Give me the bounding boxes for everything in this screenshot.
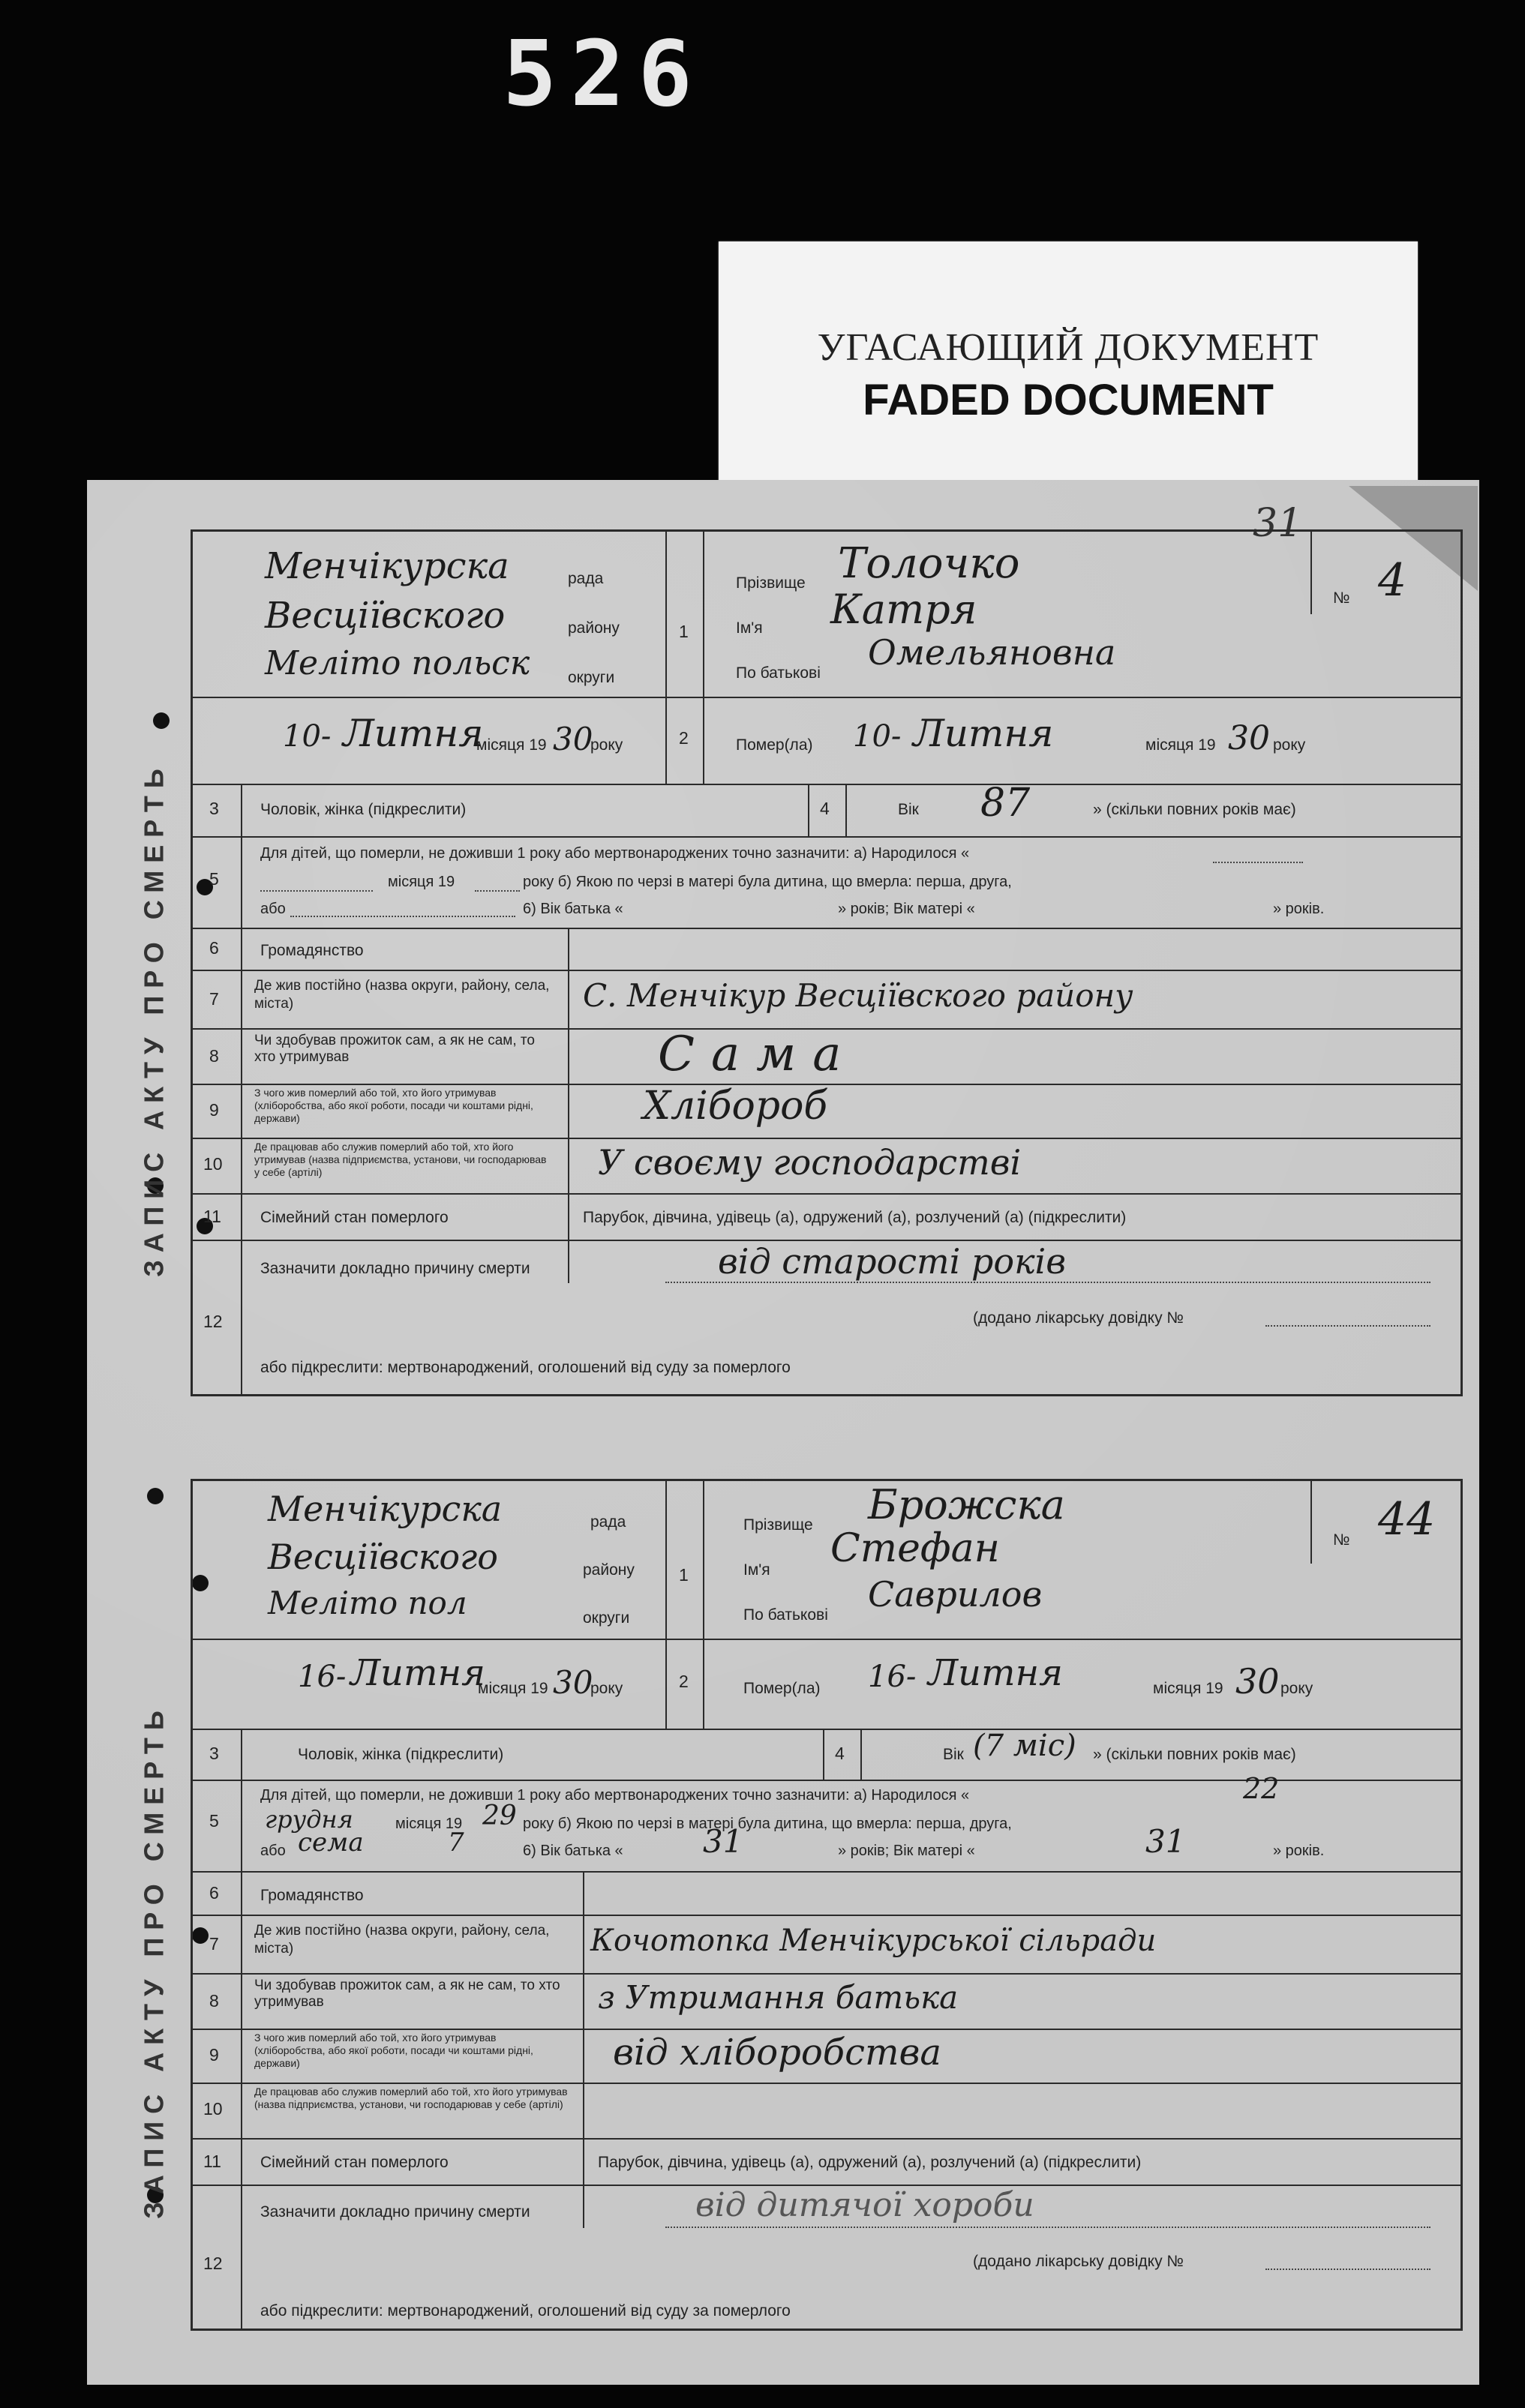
prozhytok-label: Чи здобував прожиток сам, а як не сам, то хто утримував bbox=[254, 1978, 560, 2010]
row-number: 6 bbox=[209, 1883, 219, 1903]
z-choho-label: З чого жив померлий або той, хто його утримував (хліборобства, або якої роботи, посади чи коштами рідні, держави) bbox=[254, 1087, 533, 1124]
number-label: № bbox=[1333, 1531, 1350, 1549]
simeinyi-label: Сімейний стан померлого bbox=[260, 1209, 449, 1226]
okruh-label: округи bbox=[568, 669, 615, 686]
misyatsia-label: місяця 19 bbox=[476, 736, 547, 754]
rayon-value: Весціївского bbox=[265, 595, 506, 637]
rada-value: Менчікурска bbox=[268, 1489, 503, 1529]
death-year: 30 bbox=[1235, 1661, 1280, 1702]
vik-label: Вік bbox=[943, 1746, 964, 1763]
rayon-label: району bbox=[583, 1561, 635, 1579]
age-value: (7 міс) bbox=[973, 1729, 1076, 1763]
children-line-1: Для дітей, що померли, не доживши 1 року або мертвонароджених точно зазначити: а) Народилося « bbox=[260, 845, 970, 862]
children-line-3d: » років. bbox=[1273, 901, 1325, 917]
dodano-label: (додано лікарську довідку № bbox=[973, 1309, 1184, 1327]
children-line-2b: року б) Якою по черзі в матері була дитина, що вмерла: перша, друга, bbox=[523, 1816, 1012, 1832]
row-number: 12 bbox=[203, 1312, 223, 1331]
row-number: 7 bbox=[209, 989, 219, 1009]
label-english: FADED DOCUMENT bbox=[863, 376, 1274, 424]
faded-document-label bbox=[719, 241, 1418, 481]
children-line-3c: » років; Вік матері « bbox=[838, 901, 975, 917]
okruh-value: Меліто пол bbox=[268, 1585, 467, 1621]
children-line-3b: 6) Вік батька « bbox=[523, 901, 623, 917]
row-number: 5 bbox=[209, 1811, 219, 1831]
simeinyi-label: Сімейний стан померлого bbox=[260, 2154, 449, 2171]
abo-label: або підкреслити: мертвонароджений, оголошений від суду за померлого bbox=[260, 2302, 791, 2320]
row-number: 3 bbox=[209, 1744, 219, 1763]
row-number: 3 bbox=[209, 799, 219, 818]
born-month: грудня bbox=[265, 1805, 353, 1834]
simeinyi-options: Парубок, дівчина, удівець (а), одружений (а), розлучений (а) (підкреслити) bbox=[598, 2154, 1142, 2171]
row-number: 8 bbox=[209, 1046, 219, 1066]
prizvyshche-label: Прізвище bbox=[736, 574, 806, 592]
death-month: Литня bbox=[913, 712, 1054, 755]
row-number: 1 bbox=[679, 622, 689, 641]
row-number: 7 bbox=[209, 1934, 219, 1954]
roku-label: року bbox=[590, 736, 623, 754]
row-number: 2 bbox=[679, 728, 689, 748]
rayon-value: Весціївского bbox=[268, 1537, 498, 1577]
misyatsia-label-2: місяця 19 bbox=[1153, 1680, 1223, 1697]
imya-label: Ім'я bbox=[743, 1561, 770, 1579]
name-value: Стефан bbox=[830, 1526, 1000, 1571]
z-choho-label: З чого жив померлий або той, хто його утримував (хліборобства, або якої роботи, посади чи коштами рідні, держави) bbox=[254, 2032, 533, 2069]
death-month: Литня bbox=[928, 1652, 1063, 1694]
children-line-2: місяця 19 bbox=[395, 1816, 463, 1832]
children-line-3b: 6) Вік батька « bbox=[523, 1843, 623, 1859]
roku-label-2: року bbox=[1280, 1680, 1313, 1697]
children-line-3: або bbox=[260, 1843, 286, 1859]
page-number: 31 bbox=[1253, 501, 1303, 546]
pomer-label: Помер(ла) bbox=[743, 1680, 821, 1697]
children-line-2: місяця 19 bbox=[388, 874, 455, 890]
punch-hole bbox=[147, 1488, 164, 1504]
row-number: 10 bbox=[203, 1154, 223, 1174]
simeinyi-options: Парубок, дівчина, удівець (а), одружений (а), розлучений (а) (підкреслити) bbox=[583, 1209, 1127, 1226]
record-number: 4 bbox=[1378, 554, 1407, 607]
cause-value: від старості років bbox=[718, 1241, 1067, 1282]
patronymic-value: Саврилов bbox=[868, 1574, 1043, 1615]
misyatsia-label-2: місяця 19 bbox=[1145, 736, 1216, 754]
death-day: 16- bbox=[868, 1660, 917, 1694]
abo-label: або підкреслити: мертвонароджений, оголошений від суду за померлого bbox=[260, 1359, 791, 1376]
date-month: Литня bbox=[343, 712, 484, 755]
row-number: 4 bbox=[820, 799, 830, 818]
roku-label: року bbox=[590, 1680, 623, 1697]
row-number: 5 bbox=[209, 869, 219, 889]
age-value: 87 bbox=[980, 781, 1031, 826]
stat-label: Чоловік, жінка (підкреслити) bbox=[298, 1746, 504, 1763]
born-year: 29 bbox=[482, 1801, 517, 1831]
prizvyshche-label: Прізвище bbox=[743, 1516, 813, 1534]
stat-label: Чоловік, жінка (підкреслити) bbox=[260, 801, 467, 818]
prychyna-label: Зазначити докладно причину смерти bbox=[260, 2203, 530, 2221]
po-batkovi-label: По батькові bbox=[743, 1606, 828, 1624]
cause-value: від дитячої хороби bbox=[695, 2186, 1034, 2224]
workplace-value: У своєму господарстві bbox=[598, 1142, 1022, 1183]
vik-suffix: » (скільки повних років має) bbox=[1093, 1746, 1296, 1763]
okruh-label: округи bbox=[583, 1609, 630, 1627]
hromadianstvo-label: Громадянство bbox=[260, 1887, 364, 1904]
record-number: 44 bbox=[1378, 1493, 1436, 1546]
misyatsia-label: місяця 19 bbox=[478, 1680, 548, 1697]
rada-label: рада bbox=[568, 570, 604, 587]
row-number: 2 bbox=[679, 1672, 689, 1691]
mother-age: 31 bbox=[1145, 1823, 1186, 1860]
de-pratsiuvav-label: Де працював або служив померлий або той, хто його утримував (назва підприємства, установи, чи господарював у себе (артілі) bbox=[254, 2086, 568, 2110]
death-day: 10- bbox=[853, 719, 902, 754]
form-title-vertical: ЗАПИС АКТУ ПРО СМЕРТЬ bbox=[139, 1703, 170, 2219]
death-record-2 bbox=[139, 1479, 1463, 2331]
prychyna-label: Зазначити докладно причину смерти bbox=[260, 1260, 530, 1277]
row-number: 1 bbox=[679, 1565, 689, 1585]
name-value: Катря bbox=[830, 586, 977, 633]
hromadianstvo-label: Громадянство bbox=[260, 942, 364, 959]
label-russian: УГАСАЮЩИЙ ДОКУМЕНТ bbox=[817, 326, 1319, 369]
row-number: 11 bbox=[203, 2152, 221, 2171]
de-pratsiuvav-label: Де працював або служив померлий або той, хто його утримував (назва підприємства, установи, чи господарював у себе (артілі) bbox=[254, 1141, 547, 1178]
children-line-2b: року б) Якою по черзі в матері була дитина, що вмерла: перша, друга, bbox=[523, 874, 1012, 890]
patronymic-value: Омельяновна bbox=[868, 632, 1116, 673]
surname-value: Толочко bbox=[838, 539, 1020, 588]
number-label: № bbox=[1333, 589, 1350, 607]
po-batkovi-label: По батькові bbox=[736, 664, 821, 682]
roku-label-2: року bbox=[1273, 736, 1306, 754]
row-number: 10 bbox=[203, 2099, 223, 2119]
father-age: 31 bbox=[703, 1823, 743, 1860]
occupation-value: від хліборобства bbox=[613, 2032, 942, 2074]
date-day: 16- bbox=[298, 1660, 347, 1694]
death-record-1 bbox=[139, 529, 1463, 1396]
children-line-3: або bbox=[260, 901, 286, 917]
row-number: 9 bbox=[209, 2045, 219, 2065]
frame-number: 526 bbox=[503, 22, 706, 127]
vik-suffix: » (скільки повних років має) bbox=[1093, 801, 1296, 818]
dodano-label: (додано лікарську довідку № bbox=[973, 2253, 1184, 2270]
livelihood-value: Сама bbox=[658, 1027, 858, 1082]
surname-value: Брожска bbox=[868, 1481, 1065, 1528]
row-number: 6 bbox=[209, 938, 219, 958]
children-line-1: Для дітей, що померли, не доживши 1 року або мертвонароджених точно зазначити: а) Народилося « bbox=[260, 1787, 970, 1804]
occupation-value: Хлібороб bbox=[643, 1084, 828, 1129]
children-line-3c: » років; Вік матері « bbox=[838, 1843, 975, 1859]
date-month: Литня bbox=[350, 1652, 485, 1694]
row-number: 11 bbox=[203, 1207, 221, 1226]
residence-value: Кочотопка Менчікурської сільради bbox=[590, 1924, 1157, 1958]
row-number: 4 bbox=[835, 1744, 845, 1763]
rayon-label: району bbox=[568, 619, 620, 637]
death-year: 30 bbox=[1228, 719, 1270, 757]
born-day: 22 bbox=[1243, 1772, 1280, 1805]
date-year: 30 bbox=[553, 721, 593, 757]
row-number: 12 bbox=[203, 2254, 223, 2273]
row-number: 9 bbox=[209, 1100, 219, 1120]
livelihood-value: з Утримання батька bbox=[598, 1979, 959, 2016]
row-number: 8 bbox=[209, 1991, 219, 2011]
birth-order: сема bbox=[298, 1828, 364, 1858]
de-zhyv-label: Де жив постійно (назва округи, району, села, міста) bbox=[254, 1923, 550, 1957]
de-zhyv-label: Де жив постійно (назва округи, району, села, міста) bbox=[254, 978, 550, 1012]
vik-label: Вік bbox=[898, 801, 919, 818]
rada-value: Менчікурска bbox=[265, 545, 509, 587]
imya-label: Ім'я bbox=[736, 619, 763, 637]
children-line-3d: » років. bbox=[1273, 1843, 1325, 1859]
residence-value: С. Менчікур Весціївского району bbox=[583, 977, 1133, 1014]
okruh-value: Меліто польск bbox=[265, 644, 530, 682]
form-title-vertical: ЗАПИС АКТУ ПРО СМЕРТЬ bbox=[139, 761, 170, 1277]
date-day: 10- bbox=[283, 719, 332, 754]
date-year: 30 bbox=[553, 1664, 593, 1701]
pomer-label: Помер(ла) bbox=[736, 736, 813, 754]
prozhytok-label: Чи здобував прожиток сам, а як не сам, то хто утримував bbox=[254, 1033, 535, 1065]
birth-order-number: 7 bbox=[448, 1828, 464, 1858]
rada-label: рада bbox=[590, 1513, 626, 1531]
